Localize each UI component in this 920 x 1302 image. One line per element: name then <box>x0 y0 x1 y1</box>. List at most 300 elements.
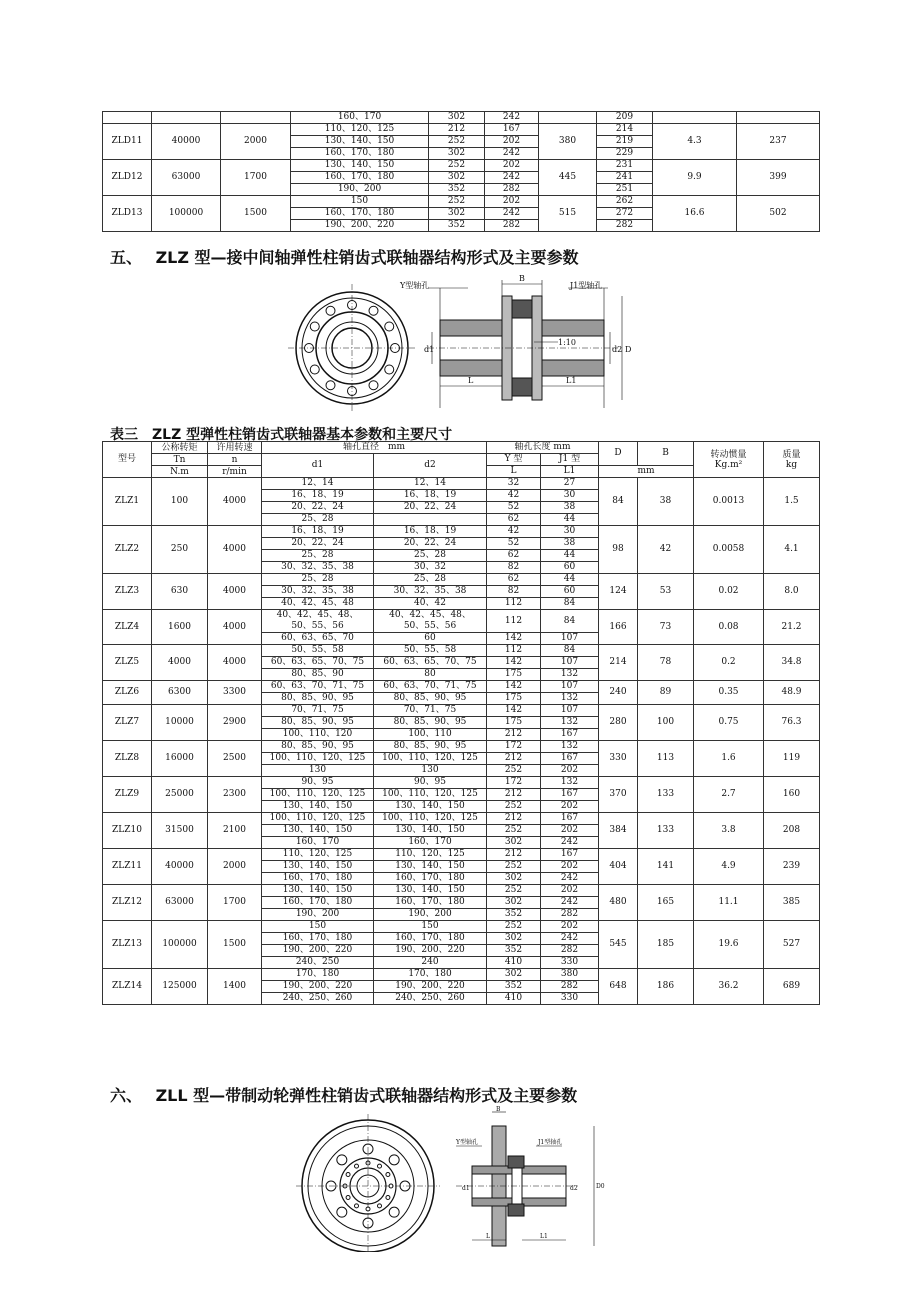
bore-diameter-cell: 160、170 <box>291 112 429 124</box>
length-L-cell: 302 <box>487 873 541 885</box>
d1-cell <box>262 645 374 657</box>
bore-text: 25、28 <box>301 514 334 524</box>
model-cell: ZLZ3 <box>103 574 152 610</box>
B-cell: 133 <box>638 813 694 849</box>
bore-text: 70、71、75 <box>291 705 344 715</box>
length-L1-cell: 242 <box>485 172 539 184</box>
d1-cell <box>262 633 374 645</box>
speed-cell: 2900 <box>208 705 262 741</box>
torque-cell: 1600 <box>152 610 208 645</box>
label-y-bore: Y型轴孔 <box>400 281 430 290</box>
bore-text: 12、14 <box>301 478 334 488</box>
d1-cell <box>262 490 374 502</box>
length-L1-cell: 30 <box>541 490 599 502</box>
D-cell: 648 <box>599 969 638 1005</box>
header-model: 型号 <box>103 442 152 478</box>
bore-text: 20、22、24 <box>291 502 344 512</box>
bore-text: 80、85、90、95 <box>281 741 354 751</box>
d1-cell <box>262 717 374 729</box>
B-cell: 113 <box>638 741 694 777</box>
bore-text: 160、170、180 <box>395 873 465 883</box>
table-row <box>103 681 820 693</box>
length-L-cell: 252 <box>487 861 541 873</box>
extra-dim-cell: 241 <box>597 172 653 184</box>
d1-cell <box>262 993 374 1005</box>
length-L1-cell: 202 <box>541 765 599 777</box>
d2-cell <box>374 933 487 945</box>
D-cell: 330 <box>599 741 638 777</box>
length-L-cell: 172 <box>487 777 541 789</box>
bore-text: 170、180 <box>295 969 340 979</box>
bore-text: 30、32、35、38 <box>281 586 354 596</box>
table-row <box>103 478 820 490</box>
d2-cell <box>374 909 487 921</box>
d1-cell <box>262 562 374 574</box>
d2-cell <box>374 586 487 598</box>
length-L1-cell: 380 <box>541 969 599 981</box>
d2-cell <box>374 502 487 514</box>
d2-cell <box>374 717 487 729</box>
pin-hole-icon <box>355 1164 359 1168</box>
model-cell: ZLZ6 <box>103 681 152 705</box>
label-b: B <box>519 274 525 283</box>
d2-cell <box>374 574 487 586</box>
bore-text: 100、110、120、125 <box>269 813 366 823</box>
bore-text: 100、110、120、125 <box>382 813 478 823</box>
length-L-cell: 252 <box>429 196 485 208</box>
extra-dim-cell: 219 <box>597 136 653 148</box>
speed-cell: 2000 <box>221 124 291 160</box>
d2-cell <box>374 753 487 765</box>
d2-cell <box>374 741 487 753</box>
pin-hole-icon <box>385 322 394 331</box>
bore-text: 16、18、19 <box>403 526 457 536</box>
pin-hole-icon <box>386 1173 390 1177</box>
table-row <box>103 849 820 861</box>
d1-cell <box>262 885 374 897</box>
B-cell: 78 <box>638 645 694 681</box>
bore-text: 160、170、180 <box>282 897 353 907</box>
d2-cell <box>374 993 487 1005</box>
d1-cell <box>262 598 374 610</box>
table-row <box>103 969 820 981</box>
pin-hole-icon <box>389 1155 399 1165</box>
d2-cell <box>374 681 487 693</box>
d1-cell <box>262 813 374 825</box>
speed-cell: 1700 <box>221 160 291 196</box>
extra-dim-cell: 251 <box>597 184 653 196</box>
bore-text: 30、32 <box>414 562 446 572</box>
d2-cell <box>374 645 487 657</box>
pin-hole-icon <box>346 1196 350 1200</box>
bore-text: 160、170 <box>295 837 340 847</box>
inertia-cell: 0.02 <box>694 574 764 610</box>
bore-text: 80、85、90、95 <box>393 693 467 703</box>
label-D: D <box>625 345 632 354</box>
extra-dim-cell: 262 <box>597 196 653 208</box>
length-L1-cell: 30 <box>541 526 599 538</box>
d2-cell <box>374 969 487 981</box>
header-j1-type: J1 型 <box>541 454 599 466</box>
bore-text: 190、200、220 <box>395 981 465 991</box>
table-row <box>103 526 820 538</box>
d1-cell <box>262 933 374 945</box>
model-cell <box>103 112 152 124</box>
length-L-cell: 352 <box>487 981 541 993</box>
d1-cell <box>262 538 374 550</box>
section-view-brake <box>456 1112 594 1246</box>
length-L1-cell: 202 <box>541 825 599 837</box>
bore-text: 25、28 <box>301 550 334 560</box>
length-L-cell: 410 <box>487 957 541 969</box>
header-speed-symbol: n <box>208 454 262 466</box>
bore-text: 100、110、120、125 <box>382 789 478 799</box>
pin-hole-icon <box>378 1164 382 1168</box>
length-L-cell: 82 <box>487 586 541 598</box>
length-L1-cell: 132 <box>541 717 599 729</box>
length-L1-cell: 242 <box>541 873 599 885</box>
length-L-cell: 302 <box>487 837 541 849</box>
speed-cell: 2100 <box>208 813 262 849</box>
torque-cell: 100 <box>152 478 208 526</box>
mass-cell: 239 <box>764 849 820 885</box>
pin-hole-icon <box>378 1204 382 1208</box>
length-L-cell: 212 <box>487 849 541 861</box>
extra-dim-cell: 214 <box>597 124 653 136</box>
mass-cell: 8.0 <box>764 574 820 610</box>
zlz-coupling-drawing <box>288 268 638 418</box>
bore-text: 90、95 <box>301 777 334 787</box>
header-D: D <box>599 442 638 466</box>
D-cell: 166 <box>599 610 638 645</box>
D-cell: 370 <box>599 777 638 813</box>
torque-cell: 16000 <box>152 741 208 777</box>
bore-text: 130、140、150 <box>282 861 353 871</box>
d1-cell <box>262 861 374 873</box>
bore-text: 16、18、19 <box>403 490 457 500</box>
inertia-cell: 0.75 <box>694 705 764 741</box>
model-cell: ZLZ12 <box>103 885 152 921</box>
extra-dim-cell: 229 <box>597 148 653 160</box>
extra-dim-cell: 282 <box>597 220 653 232</box>
bore-text: 100、110 <box>408 729 452 739</box>
length-L-cell: 62 <box>487 514 541 526</box>
inertia-cell: 36.2 <box>694 969 764 1005</box>
B-cell: 38 <box>638 478 694 526</box>
d1-cell <box>262 681 374 693</box>
header-bore-diameter: 轴孔直径 mm <box>262 442 487 454</box>
length-L-cell: 352 <box>487 945 541 957</box>
torque-cell: 31500 <box>152 813 208 849</box>
length-L1-cell: 44 <box>541 514 599 526</box>
label-L: L <box>468 376 474 385</box>
d1-cell <box>262 574 374 586</box>
torque-cell: 125000 <box>152 969 208 1005</box>
bore-text: 160、170、180 <box>282 933 353 943</box>
pin-hole-icon <box>346 1173 350 1177</box>
d2-cell <box>374 598 487 610</box>
header-B: B <box>638 442 694 466</box>
model-cell: ZLD12 <box>103 160 152 196</box>
pin-hole-icon <box>369 306 378 315</box>
mass-cell: 399 <box>737 160 820 196</box>
length-L-cell: 142 <box>487 705 541 717</box>
bore-diameter-cell: 190、200、220 <box>291 220 429 232</box>
length-L1-cell: 202 <box>485 196 539 208</box>
header-d2: d2 <box>374 454 487 478</box>
d2-cell <box>374 873 487 885</box>
table-row <box>103 574 820 586</box>
pin-hole-icon <box>326 306 335 315</box>
d2-cell <box>374 945 487 957</box>
D-cell: 545 <box>599 921 638 969</box>
d1-cell <box>262 837 374 849</box>
bore-text: 150 <box>421 921 439 931</box>
D-cell: 480 <box>599 885 638 921</box>
length-L-cell: 175 <box>487 693 541 705</box>
bore-text: 40、42、45、48 <box>281 598 354 608</box>
bore-text: 240、250、260 <box>282 993 353 1003</box>
length-L-cell: 302 <box>487 933 541 945</box>
length-L-cell: 252 <box>487 801 541 813</box>
bore-text: 130、140、150 <box>395 801 465 811</box>
inertia-cell: 0.2 <box>694 645 764 681</box>
bore-text: 160、170 <box>408 837 452 847</box>
d2-cell <box>374 550 487 562</box>
d1-cell <box>262 478 374 490</box>
table-row <box>103 645 820 657</box>
extra-dim-cell: 209 <box>597 112 653 124</box>
B-cell: 42 <box>638 526 694 574</box>
bore-text: 150 <box>308 921 327 931</box>
label-taper: 1:10 <box>558 338 576 347</box>
d2-cell <box>374 729 487 741</box>
d2-cell <box>374 981 487 993</box>
length-L1-cell: 202 <box>541 885 599 897</box>
bore-text: 130 <box>308 765 327 775</box>
pin-hole-icon <box>326 381 335 390</box>
speed-cell: 1500 <box>208 921 262 969</box>
length-L-cell: 212 <box>487 789 541 801</box>
length-L1-cell: 167 <box>541 813 599 825</box>
pin-hole-icon <box>310 322 319 331</box>
header-speed-unit: r/min <box>208 466 262 478</box>
length-L-cell: 52 <box>487 502 541 514</box>
torque-cell: 630 <box>152 574 208 610</box>
length-L-cell: 410 <box>487 993 541 1005</box>
extra-dim-cell: 231 <box>597 160 653 172</box>
inertia-cell: 2.7 <box>694 777 764 813</box>
length-L-cell: 212 <box>487 813 541 825</box>
length-L1-cell: 60 <box>541 586 599 598</box>
bore-diameter-cell: 160、170、180 <box>291 148 429 160</box>
label-b-2: B <box>496 1106 501 1113</box>
length-L-cell: 142 <box>487 633 541 645</box>
speed-cell: 1500 <box>221 196 291 232</box>
speed-cell: 4000 <box>208 645 262 681</box>
bore-diameter-cell: 110、120、125 <box>291 124 429 136</box>
speed-cell: 4000 <box>208 478 262 526</box>
inertia-cell: 0.0058 <box>694 526 764 574</box>
bore-text: 20、22、24 <box>403 538 457 548</box>
header-d1: d1 <box>262 454 374 478</box>
table-3-caption: 表三 ZLZ 型弹性柱销齿式联轴器基本参数和主要尺寸 <box>110 427 453 443</box>
label-d2-2: d2 <box>570 1185 578 1192</box>
mass-cell: 34.8 <box>764 645 820 681</box>
table-row <box>103 196 820 208</box>
bore-text: 80 <box>424 669 436 679</box>
speed-cell: 1700 <box>208 885 262 921</box>
table-zld-continuation <box>102 111 820 232</box>
bore-diameter-cell: 160、170、180 <box>291 172 429 184</box>
bore-text: 80、85、90、95 <box>281 693 354 703</box>
length-L-cell: 252 <box>429 136 485 148</box>
d2-cell <box>374 669 487 681</box>
torque-cell: 250 <box>152 526 208 574</box>
inertia-cell: 3.8 <box>694 813 764 849</box>
d1-cell <box>262 909 374 921</box>
B-cell: 73 <box>638 610 694 645</box>
d2-cell <box>374 921 487 933</box>
bore-text: 160、170、180 <box>395 897 465 907</box>
length-L1-cell: 282 <box>541 945 599 957</box>
d1-cell <box>262 897 374 909</box>
length-L1-cell: 202 <box>541 861 599 873</box>
length-L1-cell: 84 <box>541 645 599 657</box>
length-L-cell: 302 <box>487 969 541 981</box>
bore-text: 80、85、90、95 <box>393 741 467 751</box>
table-row <box>103 885 820 897</box>
bore-text: 40、42、45、48、 <box>389 610 471 620</box>
d2-cell <box>374 777 487 789</box>
bore-text: 70、71、75 <box>403 705 457 715</box>
model-cell: ZLD11 <box>103 124 152 160</box>
length-L1-cell: 44 <box>541 550 599 562</box>
label-j1-bore-2: J1型轴孔 <box>538 1139 563 1146</box>
header-mass: 质量 kg <box>764 442 820 478</box>
d2-cell <box>374 562 487 574</box>
bore-text: 60 <box>424 633 436 643</box>
length-L1-cell: 167 <box>485 124 539 136</box>
model-cell: ZLZ10 <box>103 813 152 849</box>
length-L-cell: 62 <box>487 550 541 562</box>
B-cell: 89 <box>638 681 694 705</box>
bore-text: 130、140、150 <box>395 885 465 895</box>
model-cell: ZLZ9 <box>103 777 152 813</box>
torque-cell: 100000 <box>152 921 208 969</box>
bore-diameter-cell: 130、140、150 <box>291 136 429 148</box>
bore-text: 190、200 <box>408 909 452 919</box>
length-L1-cell: 202 <box>485 160 539 172</box>
bore-text: 130、140、150 <box>282 801 353 811</box>
header-mm: mm <box>599 466 694 478</box>
d1-cell <box>262 801 374 813</box>
mass-cell: 689 <box>764 969 820 1005</box>
d2-cell <box>374 789 487 801</box>
d1-cell <box>262 669 374 681</box>
length-L-cell: 212 <box>487 753 541 765</box>
length-L-cell: 62 <box>487 574 541 586</box>
bore-text: 130 <box>421 765 439 775</box>
inertia-cell <box>653 112 737 124</box>
length-L-cell: 252 <box>487 885 541 897</box>
D-cell: 380 <box>539 124 597 160</box>
table-row <box>103 741 820 753</box>
header-torque-symbol: Tn <box>152 454 208 466</box>
d1-cell <box>262 610 374 633</box>
table-row <box>103 610 820 633</box>
length-L1-cell: 107 <box>541 705 599 717</box>
length-L1-cell: 44 <box>541 574 599 586</box>
length-L1-cell: 167 <box>541 789 599 801</box>
length-L1-cell: 38 <box>541 502 599 514</box>
length-L1-cell: 282 <box>485 220 539 232</box>
bore-text: 60、63、65、70 <box>281 633 354 643</box>
d1-cell <box>262 693 374 705</box>
B-cell: 186 <box>638 969 694 1005</box>
B-cell: 141 <box>638 849 694 885</box>
model-cell: ZLZ2 <box>103 526 152 574</box>
d2-cell <box>374 514 487 526</box>
length-L1-cell: 27 <box>541 478 599 490</box>
length-L-cell: 302 <box>429 112 485 124</box>
length-L1-cell: 330 <box>541 957 599 969</box>
model-cell: ZLZ14 <box>103 969 152 1005</box>
length-L1-cell: 282 <box>541 909 599 921</box>
inertia-cell: 16.6 <box>653 196 737 232</box>
length-L-cell: 112 <box>487 598 541 610</box>
D-cell <box>539 112 597 124</box>
bore-text: 80、85、90 <box>291 669 344 679</box>
inertia-cell: 0.35 <box>694 681 764 705</box>
bore-text: 130、140、150 <box>395 861 465 871</box>
bore-diameter-cell: 130、140、150 <box>291 160 429 172</box>
d1-cell <box>262 657 374 669</box>
length-L-cell: 82 <box>487 562 541 574</box>
bore-text: 25、28 <box>414 550 446 560</box>
length-L-cell: 112 <box>487 610 541 633</box>
length-L1-cell: 132 <box>541 777 599 789</box>
pin-hole-icon <box>386 1196 390 1200</box>
inertia-cell: 0.08 <box>694 610 764 645</box>
d1-cell <box>262 825 374 837</box>
length-L1-cell: 60 <box>541 562 599 574</box>
bore-text: 190、200、220 <box>282 981 353 991</box>
d1-cell <box>262 705 374 717</box>
d2-cell <box>374 765 487 777</box>
d1-cell <box>262 765 374 777</box>
bore-text: 50、55、56 <box>291 621 344 631</box>
d1-cell <box>262 550 374 562</box>
pin-hole-icon <box>355 1204 359 1208</box>
B-cell: 100 <box>638 705 694 741</box>
mass-cell: 4.1 <box>764 526 820 574</box>
header-inertia: 转动惯量 Kg.m² <box>694 442 764 478</box>
speed-cell: 3300 <box>208 681 262 705</box>
length-L1-cell: 107 <box>541 681 599 693</box>
bore-text: 60、63、70、71、75 <box>270 681 365 691</box>
model-cell: ZLZ4 <box>103 610 152 645</box>
D-cell: 98 <box>599 526 638 574</box>
header-bore-length: 轴孔长度 mm <box>487 442 599 454</box>
torque-cell: 100000 <box>152 196 221 232</box>
torque-cell: 40000 <box>152 124 221 160</box>
d2-cell <box>374 610 487 633</box>
bore-text: 50、55、56 <box>403 621 457 631</box>
mass-cell: 21.2 <box>764 610 820 645</box>
length-L-cell: 252 <box>487 825 541 837</box>
d1-cell <box>262 729 374 741</box>
